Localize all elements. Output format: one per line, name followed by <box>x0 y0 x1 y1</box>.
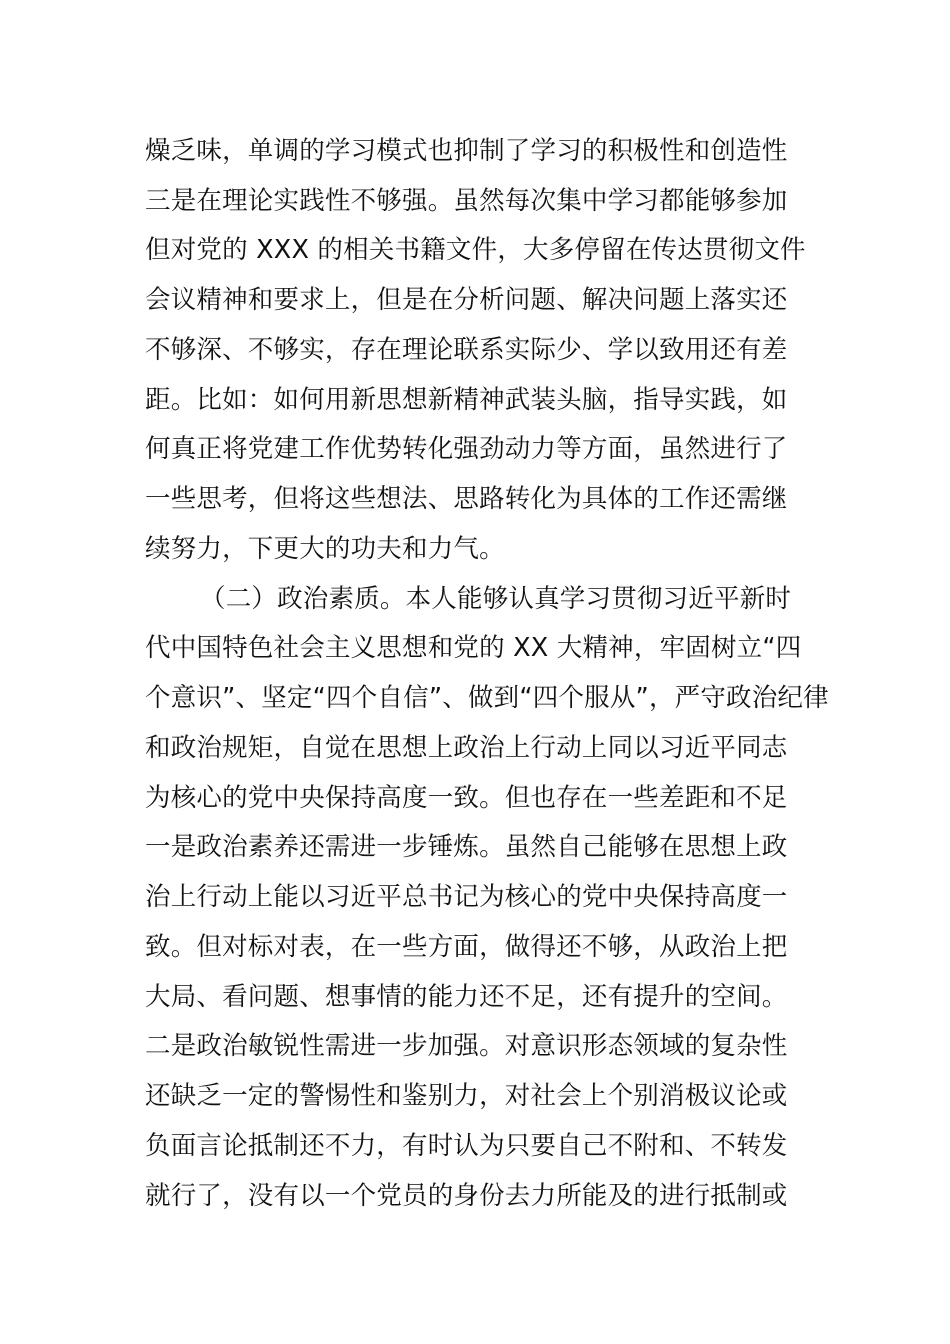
text-line: 会议精神和要求上，但是在分析问题、解决问题上落实还 <box>145 285 788 315</box>
text-line: 一是政治素养还需进一步锤炼。虽然自己能够在思想上政 <box>145 832 788 862</box>
text-line: 为核心的党中央保持高度一致。但也存在一些差距和不足 <box>145 783 788 813</box>
text-line: 不够深、不够实，存在理论联系实际少、学以致用还有差 <box>145 335 788 365</box>
section-heading-line: （二）政治素质。本人能够认真学习贯彻习近平新时 <box>200 584 792 614</box>
text-line: 大局、看问题、想事情的能力还不足，还有提升的空间。 <box>145 982 788 1012</box>
text-line: 燥乏味，单调的学习模式也抑制了学习的积极性和创造性 <box>145 136 788 166</box>
text-line: 但对党的 XXX 的相关书籍文件，大多停留在传达贯彻文件 <box>145 235 806 265</box>
text-line: 治上行动上能以习近平总书记为核心的党中央保持高度一 <box>145 882 788 912</box>
text-line: 一些思考，但将这些想法、思路转化为具体的工作还需继 <box>145 484 788 514</box>
text-line: 距。比如：如何用新思想新精神武装头脑，指导实践，如 <box>145 385 788 415</box>
text-line: 三是在理论实践性不够强。虽然每次集中学习都能够参加 <box>145 186 788 216</box>
text-line: 代中国特色社会主义思想和党的 XX 大精神，牢固树立“四 <box>145 633 802 663</box>
text-line: 就行了，没有以一个党员的身份去力所能及的进行抵制或 <box>145 1181 788 1211</box>
text-line: 还缺乏一定的警惕性和鉴别力，对社会上个别消极议论或 <box>145 1081 788 1111</box>
text-line: 二是政治敏锐性需进一步加强。对意识形态领域的复杂性 <box>145 1031 788 1061</box>
text-line: 负面言论抵制还不力，有时认为只要自己不附和、不转发 <box>145 1131 788 1161</box>
text-line: 续努力，下更大的功夫和力气。 <box>145 534 505 564</box>
text-line: 和政治规矩，自觉在思想上政治上行动上同以习近平同志 <box>145 733 788 763</box>
text-line: 个意识”、坚定“四个自信”、做到“四个服从”，严守政治纪律 <box>145 683 829 713</box>
text-line: 致。但对标对表，在一些方面，做得还不够，从政治上把 <box>145 932 788 962</box>
text-line: 何真正将党建工作优势转化强劲动力等方面，虽然进行了 <box>145 434 788 464</box>
